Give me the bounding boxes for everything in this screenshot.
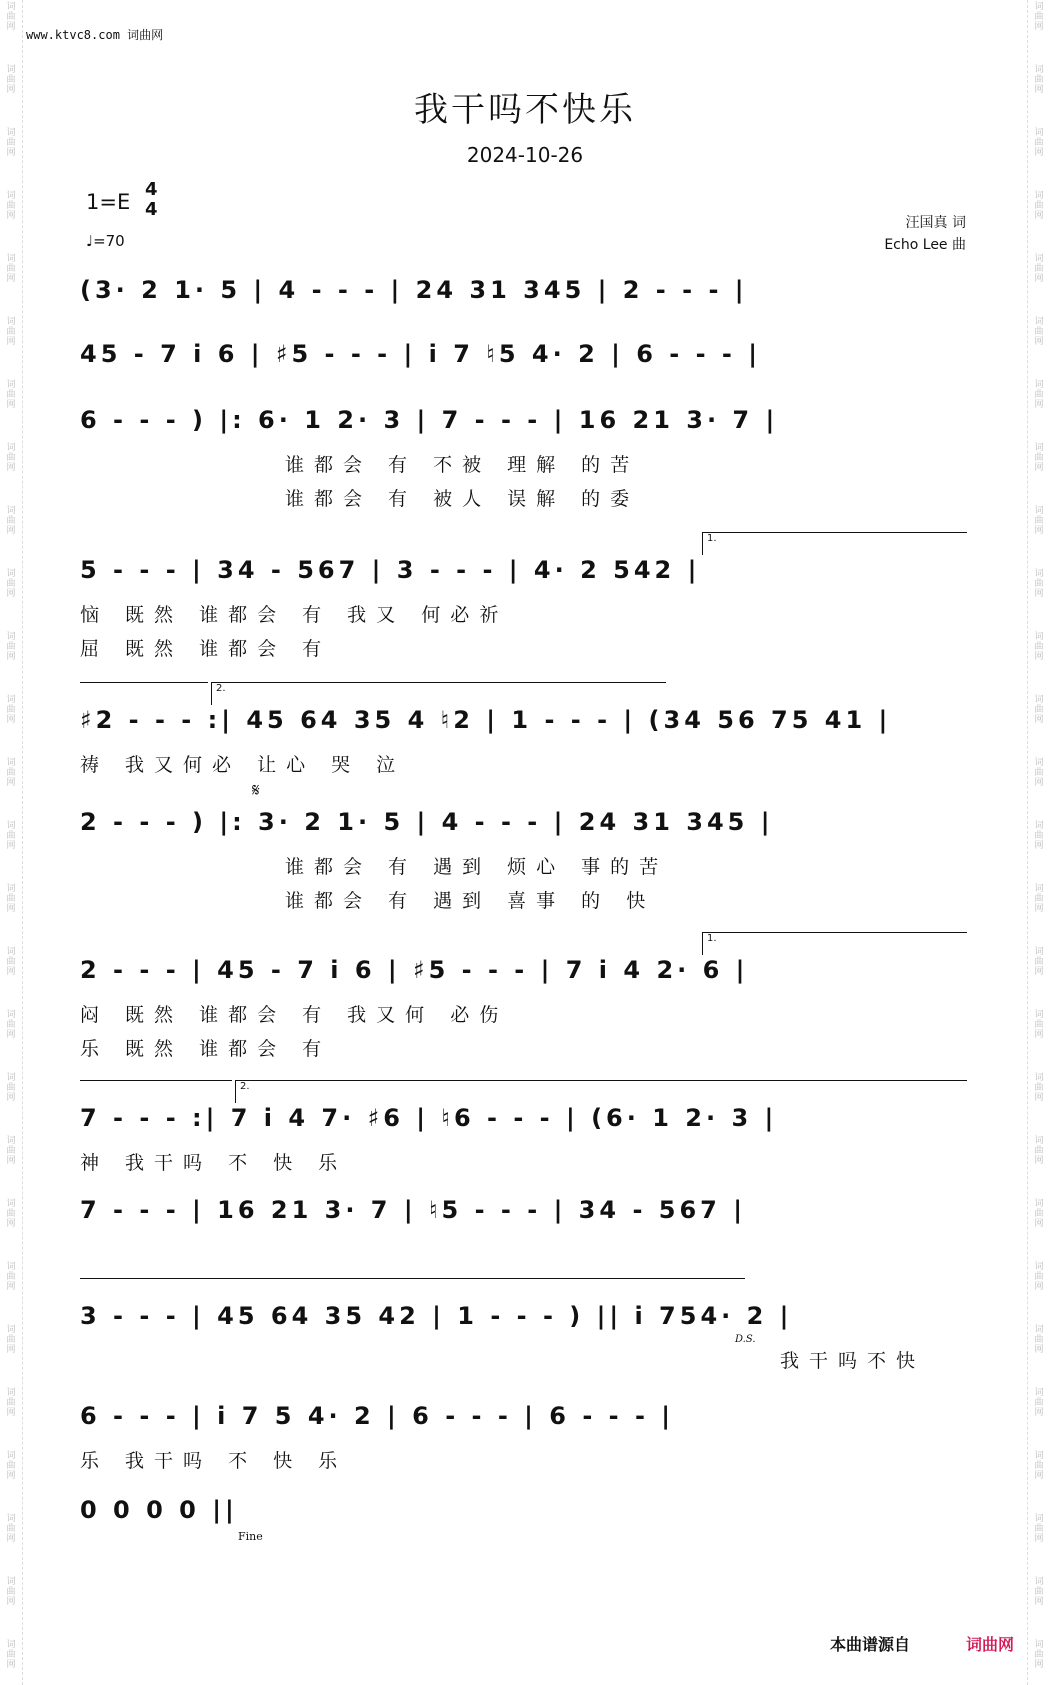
watermark-glyph: 词 曲 网 bbox=[1034, 317, 1044, 347]
watermark-glyph: 词 曲 网 bbox=[1034, 1262, 1044, 1292]
first-ending-bracket: 1. bbox=[702, 932, 967, 955]
watermark-glyph: 词 曲 网 bbox=[6, 443, 16, 473]
site-label[interactable]: www.ktvc8.com 词曲网 bbox=[26, 28, 164, 42]
watermark-glyph: 词 曲 网 bbox=[6, 128, 16, 158]
watermark-glyph: 词 曲 网 bbox=[6, 1010, 16, 1040]
lyric-line-verse-2: 谁都会 有 被人 误解 的委 bbox=[285, 488, 640, 510]
key-signature: 1=E bbox=[86, 190, 131, 214]
second-ending-continuation bbox=[80, 1278, 745, 1279]
tempo-marking: ♩=70 bbox=[86, 232, 125, 250]
lyric-line-verse-2: 乐 既然 谁都会 有 bbox=[80, 1038, 332, 1060]
first-ending-continuation bbox=[80, 682, 208, 683]
watermark-glyph: 词 曲 网 bbox=[6, 1388, 16, 1418]
time-signature bbox=[145, 180, 158, 220]
watermark-glyph: 词 曲 网 bbox=[1034, 758, 1044, 788]
watermark-glyph: 词 曲 网 bbox=[6, 821, 16, 851]
watermark-glyph: 词 曲 网 bbox=[1034, 506, 1044, 536]
watermark-glyph: 词 曲 网 bbox=[1034, 1325, 1044, 1355]
watermark-glyph: 词 曲 网 bbox=[1034, 1388, 1044, 1418]
watermark-glyph: 词 曲 网 bbox=[1034, 569, 1044, 599]
watermark-glyph: 词 曲 网 bbox=[1034, 821, 1044, 851]
watermark-glyph: 词 曲 网 bbox=[6, 1199, 16, 1229]
notation-line: 3 - - - | 45 64 35 42 | 1 - - - ) || i 754· 2 | bbox=[80, 1302, 793, 1330]
watermark-glyph: 词 曲 网 bbox=[6, 1262, 16, 1292]
notation-line: 5 - - - | 34 - 567 | 3 - - - | 4· 2 542 | bbox=[80, 556, 701, 584]
watermark-glyph: 词 曲 网 bbox=[6, 1136, 16, 1166]
song-title: 我干吗不快乐 bbox=[414, 90, 636, 130]
lyric-line-verse-1: 我干吗不快 bbox=[780, 1350, 926, 1372]
notation-line: (3· 2 1· 5 | 4 - - - | 24 31 345 | 2 - - - | bbox=[80, 276, 748, 304]
watermark-glyph: 词 曲 网 bbox=[1034, 2, 1044, 32]
first-ending-continuation bbox=[80, 1080, 232, 1081]
watermark-glyph: 词 曲 网 bbox=[6, 191, 16, 221]
watermark-glyph: 词 曲 网 bbox=[6, 1451, 16, 1481]
footer-brand-link[interactable]: 词曲网 bbox=[965, 1635, 1014, 1654]
watermark-glyph: 词 曲 网 bbox=[6, 2, 16, 32]
notation-line: 0 0 0 0 || bbox=[80, 1496, 238, 1524]
notation-line: 45 - 7 i 6 | ♯5 - - - | i 7 ♮5 4· 2 | 6 - - - | bbox=[80, 340, 762, 368]
watermark-glyph: 词 曲 网 bbox=[6, 569, 16, 599]
watermark-glyph: 词 曲 网 bbox=[6, 254, 16, 284]
notation-line: 6 - - - | i 7 5 4· 2 | 6 - - - | 6 - - - | bbox=[80, 1402, 675, 1430]
watermark-glyph: 词 曲 网 bbox=[1034, 1073, 1044, 1103]
segno-sign: 𝄋 bbox=[252, 780, 260, 801]
watermark-glyph: 词 曲 网 bbox=[6, 1325, 16, 1355]
watermark-glyph: 词 曲 网 bbox=[6, 1577, 16, 1607]
watermark-glyph: 词 曲 网 bbox=[6, 380, 16, 410]
watermark-glyph: 词 曲 网 bbox=[1034, 1451, 1044, 1481]
time-signature-bottom: 4 bbox=[145, 199, 158, 220]
watermark-glyph: 词 曲 网 bbox=[1034, 884, 1044, 914]
watermark-glyph: 词 曲 网 bbox=[6, 1640, 16, 1670]
watermark-glyph: 词 曲 网 bbox=[1034, 128, 1044, 158]
lyric-line-verse-1: 闷 既然 谁都会 有 我又何 必伤 bbox=[80, 1004, 509, 1026]
lyric-line-verse-1: 神 我干吗 不 快 乐 bbox=[80, 1152, 348, 1174]
lyric-line-verse-1: 谁都会 有 遇到 烦心 事的苦 bbox=[285, 856, 669, 878]
second-ending-bracket: 2. bbox=[235, 1080, 967, 1103]
notation-line: 6 - - - ) |: 6· 1 2· 3 | 7 - - - | 16 21 3· 7 | bbox=[80, 406, 779, 434]
watermark-glyph: 词 曲 网 bbox=[1034, 1199, 1044, 1229]
footer-source-label: 本曲谱源自 bbox=[829, 1635, 910, 1654]
watermark-glyph: 词 曲 网 bbox=[1034, 191, 1044, 221]
fine-mark: Fine bbox=[238, 1530, 263, 1543]
lyric-line-verse-1: 恼 既然 谁都会 有 我又 何必祈 bbox=[80, 604, 509, 626]
lyric-line-verse-2: 屈 既然 谁都会 有 bbox=[80, 638, 332, 660]
watermark-glyph: 词 曲 网 bbox=[1034, 695, 1044, 725]
watermark-glyph: 词 曲 网 bbox=[6, 317, 16, 347]
song-date: 2024-10-26 bbox=[466, 143, 584, 167]
watermark-glyph: 词 曲 网 bbox=[6, 1073, 16, 1103]
watermark-glyph: 词 曲 网 bbox=[1034, 254, 1044, 284]
watermark-glyph: 词 曲 网 bbox=[6, 947, 16, 977]
watermark-glyph: 词 曲 网 bbox=[6, 695, 16, 725]
dal-segno-mark: D.S. bbox=[735, 1334, 756, 1345]
watermark-glyph: 词 曲 网 bbox=[1034, 1136, 1044, 1166]
watermark-glyph: 词 曲 网 bbox=[6, 1514, 16, 1544]
watermark-glyph: 词 曲 网 bbox=[1034, 947, 1044, 977]
time-signature-top: 4 bbox=[145, 179, 158, 200]
watermark-glyph: 词 曲 网 bbox=[1034, 1640, 1044, 1670]
right-watermark-strip bbox=[1027, 0, 1050, 1685]
notation-line: 2 - - - | 45 - 7 i 6 | ♯5 - - - | 7 i 4 2· 6 | bbox=[80, 956, 749, 984]
lyricist-credit: 汪国真 词 bbox=[905, 215, 966, 231]
composer-credit: Echo Lee 曲 bbox=[884, 237, 966, 253]
second-ending-bracket: 2. bbox=[211, 682, 666, 705]
watermark-glyph: 词 曲 网 bbox=[1034, 632, 1044, 662]
watermark-glyph: 词 曲 网 bbox=[6, 758, 16, 788]
watermark-glyph: 词 曲 网 bbox=[1034, 65, 1044, 95]
watermark-glyph: 词 曲 网 bbox=[1034, 443, 1044, 473]
lyric-line-verse-1: 乐 我干吗 不 快 乐 bbox=[80, 1450, 348, 1472]
notation-line: 7 - - - :| 7 i 4 7· ♯6 | ♮6 - - - | (6· 1 2· 3 | bbox=[80, 1104, 778, 1132]
notation-line: 2 - - - ) |: 3· 2 1· 5 | 4 - - - | 24 31 345 | bbox=[80, 808, 774, 836]
notation-line: ♯2 - - - :| 45 64 35 4 ♮2 | 1 - - - | (34 56 75 41 | bbox=[80, 706, 892, 734]
lyric-line-verse-1: 谁都会 有 不被 理解 的苦 bbox=[285, 454, 640, 476]
watermark-glyph: 词 曲 网 bbox=[6, 506, 16, 536]
lyric-line-verse-1: 祷 我又何必 让心 哭 泣 bbox=[80, 754, 406, 776]
watermark-glyph: 词 曲 网 bbox=[1034, 1514, 1044, 1544]
watermark-glyph: 词 曲 网 bbox=[6, 632, 16, 662]
watermark-glyph: 词 曲 网 bbox=[6, 884, 16, 914]
watermark-glyph: 词 曲 网 bbox=[1034, 1010, 1044, 1040]
watermark-glyph: 词 曲 网 bbox=[1034, 380, 1044, 410]
left-watermark-strip bbox=[0, 0, 23, 1685]
lyric-line-verse-2: 谁都会 有 遇到 喜事 的 快 bbox=[285, 890, 656, 912]
notation-line: 7 - - - | 16 21 3· 7 | ♮5 - - - | 34 - 567 | bbox=[80, 1196, 746, 1224]
watermark-glyph: 词 曲 网 bbox=[1034, 1577, 1044, 1607]
first-ending-bracket: 1. bbox=[702, 532, 967, 555]
watermark-glyph: 词 曲 网 bbox=[6, 65, 16, 95]
